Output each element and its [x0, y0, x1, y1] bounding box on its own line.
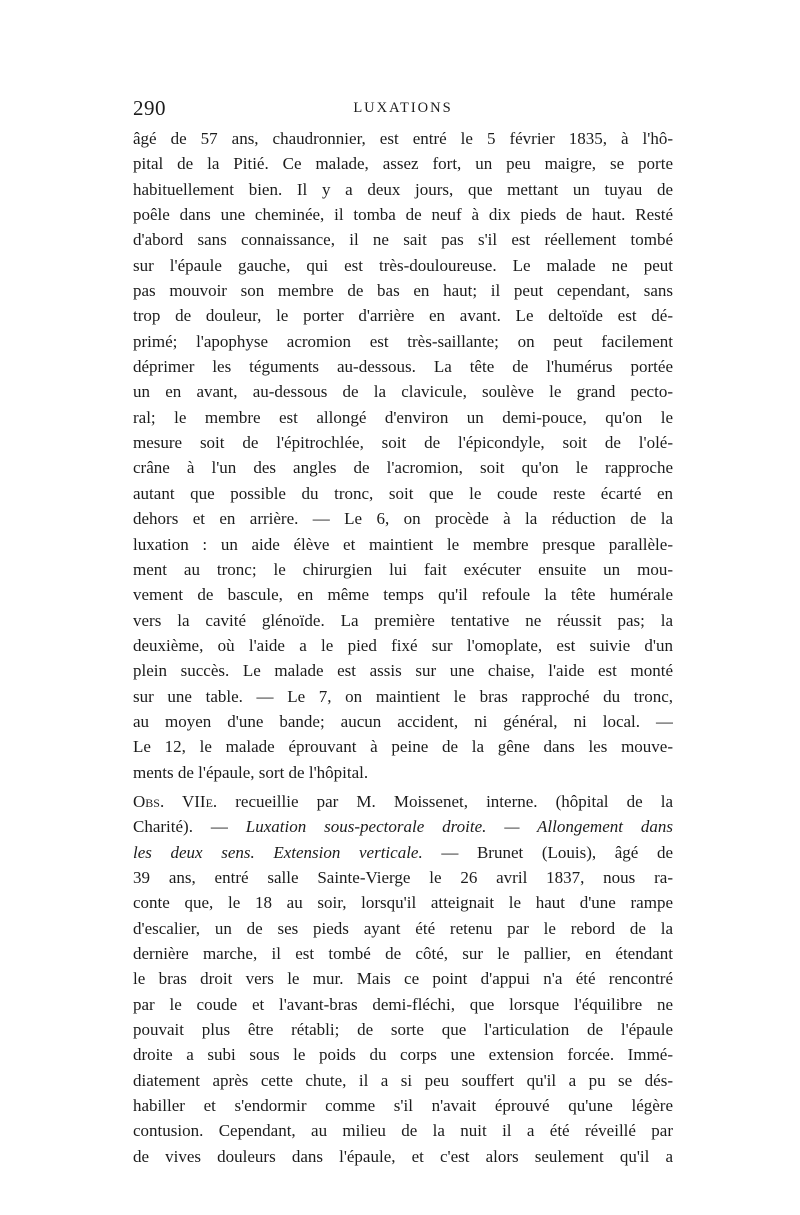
text-line: plein succès. Le malade est assis sur une chaise, l'aide est monté — [133, 661, 673, 681]
text-line: vement de bascule, en même temps qu'il refoule la tête humérale — [133, 585, 673, 605]
text-line — [133, 840, 673, 865]
text-line: un en avant, au-dessous de la clavicule, soulève le grand pecto- — [133, 382, 673, 402]
text-line: pouvait plus être rétabli; de sorte que l'articulation de l'épaule — [133, 1020, 673, 1040]
text-line — [133, 789, 673, 814]
text-line: autant que possible du tronc, soit que le coude reste écarté en — [133, 483, 673, 503]
patient-name: — Brunet (Louis), âgé de — [422, 842, 673, 862]
text-line: luxation : un aide élève et maintient le membre presque parallèle- — [133, 534, 673, 554]
text-line: de vives douleurs dans l'épaule, et c'est alors seulement qu'il a — [133, 1146, 673, 1166]
text-line: ment au tronc; le chirurgien lui fait exécuter ensuite un mou- — [133, 559, 673, 579]
text-line: droite a subi sous le poids du corps une extension forcée. Immé- — [133, 1045, 673, 1065]
text-line: trop de douleur, le porter d'arrière en avant. Le deltoïde est dé- — [133, 306, 673, 326]
text-line — [133, 814, 673, 839]
text-line: d'abord sans connaissance, il ne sait pas s'il est réellement tombé — [133, 230, 673, 250]
text-line: diatement après cette chute, il a si peu souffert qu'il a pu se dés- — [133, 1070, 673, 1090]
text-line: vers la cavité glénoïde. La première tentative ne réussit pas; la — [133, 610, 673, 630]
text-line: primé; l'apophyse acromion est très-saillante; on peut facilement — [133, 331, 673, 351]
text-line: ments de l'épaule, sort de l'hôpital. — [133, 762, 369, 782]
text-line: sur l'épaule gauche, qui est très-douloureuse. Le malade ne peut — [133, 255, 673, 275]
text-line: âgé de 57 ans, chaudronnier, est entré le 5 février 1835, à l'hô- — [133, 129, 673, 148]
text-line: conte que, le 18 au soir, lorsqu'il atteignait le haut d'une rampe — [133, 893, 673, 913]
page-body — [133, 126, 673, 1169]
text-line: pital de la Pitié. Ce malade, assez fort, un peu maigre, se porte — [133, 154, 673, 174]
text-line: par le coude et l'avant-bras demi-fléchi, que lorsque l'équilibre ne — [133, 994, 673, 1014]
text-line: 39 ans, entré salle Sainte-Vierge le 26 avril 1837, nous ra- — [133, 867, 673, 887]
observation-label: Obs. VIIe. — [133, 791, 218, 811]
text-line: habituellement bien. Il y a deux jours, que mettant un tuyau de — [133, 179, 673, 199]
text-line: sur une table. — Le 7, on maintient le bras rapproché du tronc, — [133, 686, 673, 706]
diagnosis-title: Luxation sous-pectorale droite. — Allongement dans — [245, 817, 673, 837]
text-line: pas mouvoir son membre de bas en haut; il peut cependant, sans — [133, 281, 673, 301]
text-line: contusion. Cependant, au milieu de la nuit il a été réveillé par — [133, 1121, 673, 1141]
text-line: au moyen d'une bande; aucun accident, ni général, ni local. — — [133, 711, 673, 731]
text-line: deuxième, où l'aide a le pied fixé sur l'omoplate, est suivie d'un — [133, 635, 673, 655]
hospital-name: Charité). — — [133, 817, 246, 837]
paragraph-case-continuation — [133, 126, 673, 785]
page-number: 290 — [133, 96, 166, 120]
text-line: habiller et s'endormir comme s'il n'avait éprouvé qu'une légère — [133, 1096, 673, 1116]
text-line: dernière marche, il est tombé de côté, sur le pallier, en étendant — [133, 944, 673, 963]
text-line: dehors et en arrière. — Le 6, on procède à la réduction de la — [133, 509, 673, 529]
text-line: ral; le membre est allongé d'environ un demi-pouce, qu'on le — [133, 407, 673, 427]
observation-source: recueillie par M. Moissenet, interne. (hôpital de la — [217, 791, 673, 811]
text-line: déprimer les téguments au-dessous. La tête de l'humérus portée — [133, 357, 673, 377]
text-line: d'escalier, un de ses pieds ayant été retenu par le rebord de la — [133, 918, 673, 938]
text-line: crâne à l'un des angles de l'acromion, soit qu'on le rapproche — [133, 458, 673, 478]
running-title: LUXATIONS — [353, 100, 453, 116]
text-line: Le 12, le malade éprouvant à peine de la gêne dans les mouve- — [133, 737, 673, 757]
diagnosis-title-cont: les deux sens. Extension verticale. — [133, 842, 423, 862]
page-header — [133, 96, 673, 126]
text-line: le bras droit vers le mur. Mais ce point d'appui n'a été rencontré — [133, 969, 673, 989]
text-line: poêle dans une cheminée, il tomba de neuf à dix pieds de haut. Resté — [133, 205, 673, 225]
text-line: mesure soit de l'épitrochlée, soit de l'épicondyle, soit de l'olé- — [133, 433, 673, 453]
paragraph-observation-7 — [133, 789, 673, 1169]
